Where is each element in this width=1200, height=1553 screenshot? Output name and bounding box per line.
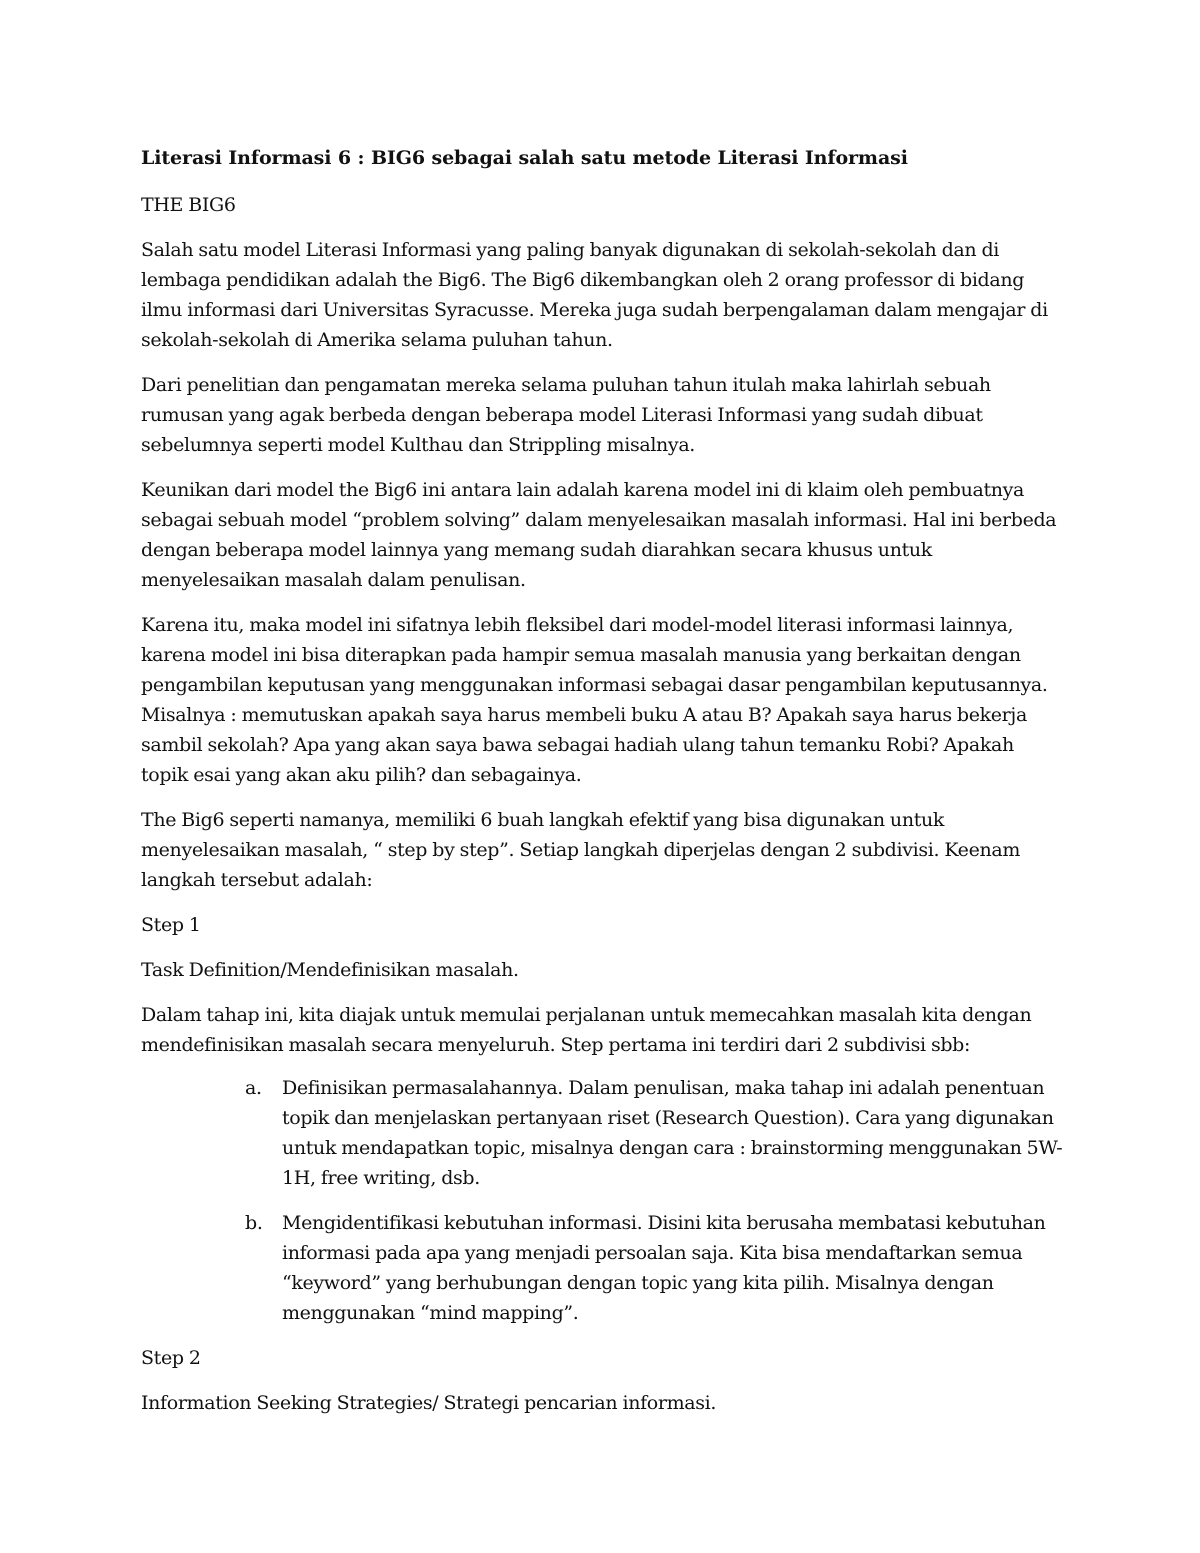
- list-item-text: Mengidentifikasi kebutuhan informasi. Disini kita berusaha membatasi kebutuhan informasi pada apa yang menjadi persoalan saja. Kita bisa mendaftarkan semua “keyword” yang berhubungan dengan topic yang kita pilih. Misalnya dengan menggunakan “mind mapping”.: [282, 1212, 1046, 1324]
- paragraph-steps-overview: The Big6 seperti namanya, memiliki 6 buah langkah efektif yang bisa digunakan untuk menyelesaikan masalah, “ step by step”. Setiap langkah diperjelas dengan 2 subdivisi. Keenam langkah tersebut adalah:: [141, 809, 1020, 891]
- paragraph-research: Dari penelitian dan pengamatan mereka selama puluhan tahun itulah maka lahirlah sebuah rumusan yang agak berbeda dengan beberapa model Literasi Informasi yang sudah dibuat sebelumnya seperti model Kulthau dan Strippling misalnya.: [141, 374, 991, 456]
- paragraph-uniqueness: Keunikan dari model the Big6 ini antara lain adalah karena model ini di klaim oleh pembuatnya sebagai sebuah model “problem solving” dalam menyelesaikan masalah informasi. Hal ini berbeda dengan beberapa model lainnya yang memang sudah diarahkan secara khusus untuk menyelesaikan masalah dalam penulisan.: [141, 479, 1057, 591]
- step2-label: Step 2: [141, 1347, 201, 1369]
- paragraph-intro: Salah satu model Literasi Informasi yang paling banyak digunakan di sekolah-sekolah dan di lembaga pendidikan adalah the Big6. The Big6 dikembangkan oleh 2 orang professor di bidang ilmu informasi dari Universitas Syracusse. Mereka juga sudah berpengalaman dalam mengajar di sekolah-sekolah di Amerika selama puluhan tahun.: [141, 239, 1048, 351]
- step2-name: Information Seeking Strategies/ Strategi pencarian informasi.: [141, 1392, 717, 1414]
- list-marker: b.: [245, 1212, 263, 1234]
- document-title: Literasi Informasi 6 : BIG6 sebagai salah satu metode Literasi Informasi: [141, 147, 908, 169]
- list-item: [141, 1073, 1066, 1193]
- list-marker: a.: [245, 1077, 262, 1099]
- step1-name: Task Definition/Mendefinisikan masalah.: [141, 959, 519, 981]
- document-page: [141, 143, 1066, 1433]
- step1-label: Step 1: [141, 914, 201, 936]
- list-item: [141, 1208, 1066, 1328]
- step1-subdivision-list: [141, 1073, 1066, 1328]
- section-heading: THE BIG6: [141, 194, 236, 216]
- step1-description: Dalam tahap ini, kita diajak untuk memulai perjalanan untuk memecahkan masalah kita dengan mendefinisikan masalah secara menyeluruh. Step pertama ini terdiri dari 2 subdivisi sbb:: [141, 1004, 1032, 1056]
- list-item-text: Definisikan permasalahannya. Dalam penulisan, maka tahap ini adalah penentuan topik dan menjelaskan pertanyaan riset (Research Question). Cara yang digunakan untuk mendapatkan topic, misalnya dengan cara : brainstorming menggunakan 5W-1H, free writing, dsb.: [282, 1077, 1063, 1189]
- paragraph-flexibility: Karena itu, maka model ini sifatnya lebih fleksibel dari model-model literasi informasi lainnya, karena model ini bisa diterapkan pada hampir semua masalah manusia yang berkaitan dengan pengambilan keputusan yang menggunakan informasi sebagai dasar pengambilan keputusannya. Misalnya : memutuskan apakah saya harus membeli buku A atau B? Apakah saya harus bekerja sambil sekolah? Apa yang akan saya bawa sebagai hadiah ulang tahun temanku Robi? Apakah topik esai yang akan aku pilih? dan sebagainya.: [141, 614, 1048, 786]
